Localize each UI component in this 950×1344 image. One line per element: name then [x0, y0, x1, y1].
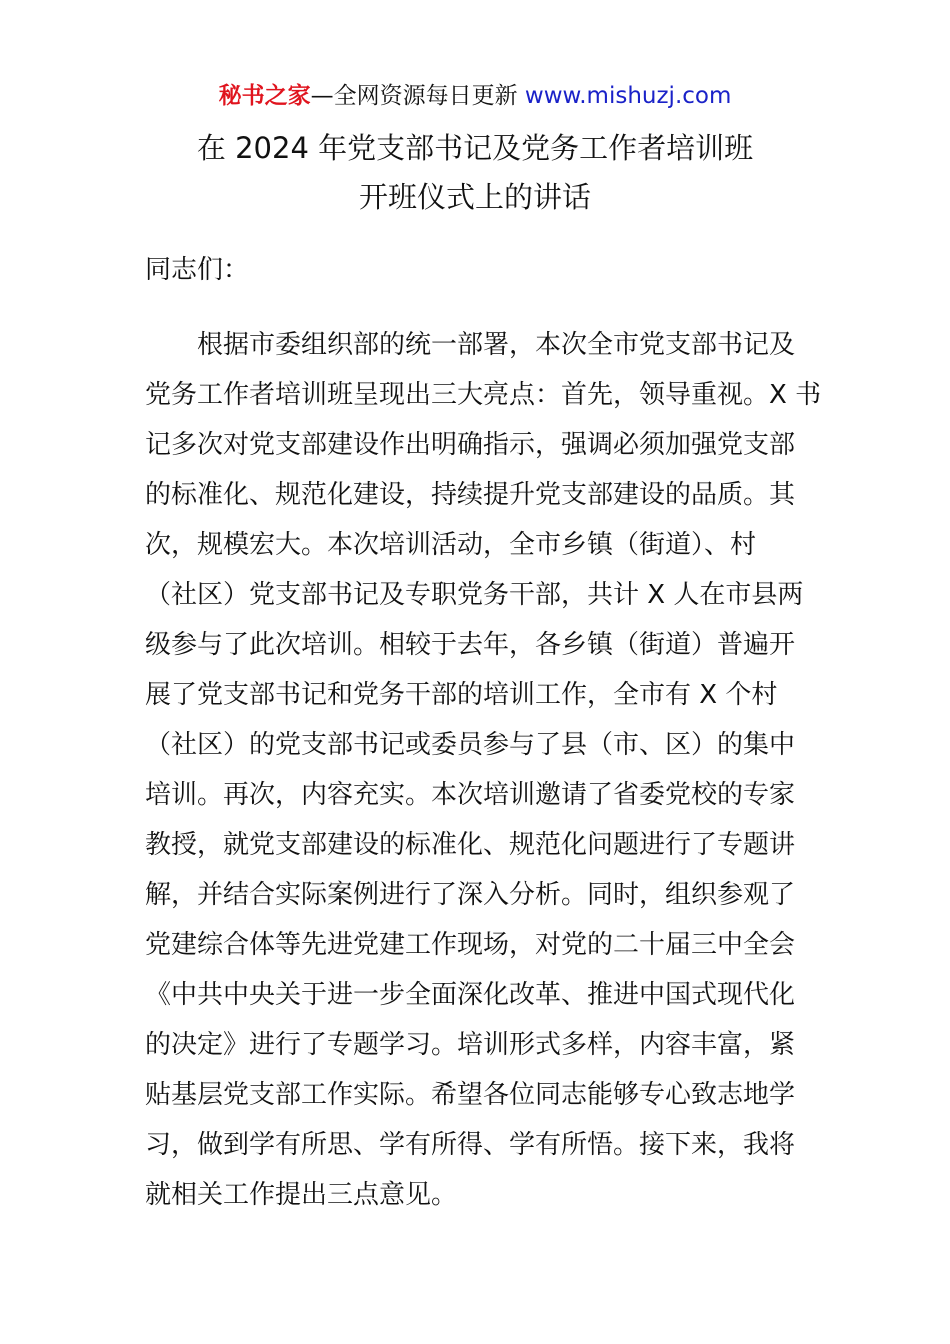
paragraph-line: 的决定》进行了专题学习。培训形式多样，内容丰富，紧 [145, 1030, 796, 1060]
paragraph-line: 级参与了此次培训。相较于去年，各乡镇（街道）普遍开 [145, 630, 796, 660]
paragraph-line: 展了党支部书记和党务干部的培训工作，全市有 X 个村 [145, 680, 778, 710]
paragraph-line: （社区）党支部书记及专职党务干部，共计 X 人在市县两 [145, 580, 804, 610]
paragraph-line: 党建综合体等先进党建工作现场，对党的二十届三中全会 [145, 930, 796, 960]
document-title-line-2: 开班仪式上的讲话 [358, 180, 591, 214]
paragraph-line: 贴基层党支部工作实际。希望各位同志能够专心致志地学 [145, 1080, 796, 1110]
paragraph-line: 《中共中央关于进一步全面深化改革、推进中国式现代化 [145, 980, 796, 1010]
paragraph-line: 的标准化、规范化建设，持续提升党支部建设的品质。其 [145, 480, 796, 510]
paragraph-line: （社区）的党支部书记或委员参与了县（市、区）的集中 [145, 730, 796, 760]
paragraph-line: 就相关工作提出三点意见。 [145, 1180, 458, 1210]
paragraph-line: 教授，就党支部建设的标准化、规范化问题进行了专题讲 [145, 830, 796, 860]
body-paragraph [145, 320, 822, 1220]
paragraph-line: 培训。再次，内容充实。本次培训邀请了省委党校的专家 [145, 780, 796, 810]
paragraph-line: 次，规模宏大。本次培训活动，全市乡镇（街道）、村 [145, 530, 757, 560]
paragraph-line: 根据市委组织部的统一部署，本次全市党支部书记及 [197, 330, 796, 360]
site-brand: 秘书之家 [218, 83, 311, 109]
paragraph-line: 记多次对党支部建设作出明确指示，强调必须加强党支部 [145, 430, 796, 460]
paragraph-line: 解，并结合实际案例进行了深入分析。同时，组织参观了 [145, 880, 796, 910]
paragraph-line: 党务工作者培训班呈现出三大亮点：首先，领导重视。X 书 [145, 380, 822, 410]
document-title-line-1: 在 2024 年党支部书记及党务工作者培训班 [196, 131, 754, 165]
salutation: 同志们： [145, 255, 250, 285]
site-url-link[interactable]: www.mishuzj.com [524, 83, 732, 109]
site-tagline: —全网资源每日更新 [310, 83, 525, 109]
paragraph-line: 习，做到学有所思、学有所得、学有所悟。接下来，我将 [145, 1130, 796, 1160]
site-header [0, 80, 950, 112]
